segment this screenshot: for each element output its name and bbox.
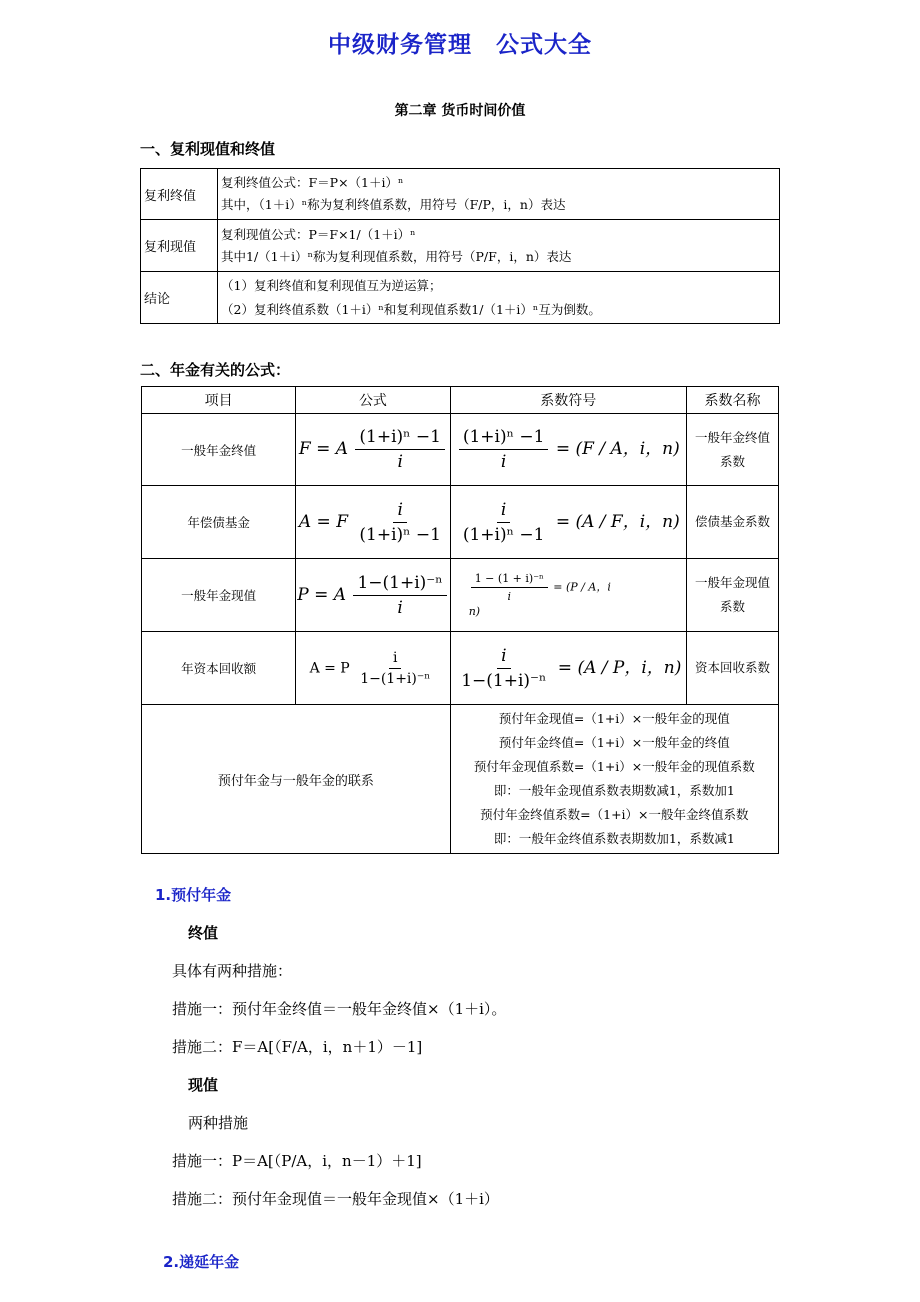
fraction-numerator: 1−(1+i)⁻ⁿ <box>353 573 446 596</box>
fraction-denominator: i <box>397 597 403 618</box>
row-content <box>218 220 780 272</box>
row-label: 复利终值 <box>141 169 218 220</box>
formula-fraction <box>353 573 446 618</box>
fraction-denominator: 1−(1+i)⁻ⁿ <box>461 670 547 691</box>
formula-cell <box>296 632 450 705</box>
fraction-numerator: 1 − (1 + i)⁻ⁿ <box>471 572 548 588</box>
fraction-numerator: i <box>497 500 510 523</box>
relation-line: 预付年金现值=（1+i）×一般年金的现值 <box>498 711 730 726</box>
item-cell: 一般年金现值 <box>142 559 296 632</box>
section1-heading: 一、复利现值和终值 <box>140 140 276 158</box>
table-row <box>141 169 780 220</box>
row-line: 其中1/（1＋i）ⁿ称为复利现值系数，用符号（P/F，i，n）表达 <box>221 248 572 264</box>
relation-line: 即：一般年金现值系数表期数减1，系数加1 <box>493 783 735 798</box>
row-line: 复利终值公式：F＝P×（1＋i）ⁿ <box>221 175 404 190</box>
chapter-title: 第二章 货币时间价值 <box>394 103 526 119</box>
relation-line: 即：一般年金终值系数表期数加1，系数减1 <box>493 831 735 846</box>
row-content <box>218 272 780 324</box>
formula-lhs: A = P <box>309 660 350 676</box>
table-header-row <box>142 387 779 414</box>
formula-cell <box>296 414 450 486</box>
table-row <box>141 220 780 272</box>
formula-fraction <box>356 650 434 687</box>
col-header: 系数名称 <box>686 387 778 414</box>
symbol-notation: = (F / A，i，n) <box>555 439 680 459</box>
table-row <box>142 559 779 632</box>
row-label: 复利现值 <box>141 220 218 272</box>
row-line: （1）复利终值和复利现值互为逆运算； <box>221 277 442 293</box>
fraction-denominator: 1−(1+i)⁻ⁿ <box>360 670 431 687</box>
fv-method-2: 措施二：F＝A[（F/A，i，n＋1）－1] <box>172 1038 423 1056</box>
fv-intro: 具体有两种措施： <box>172 962 293 980</box>
relation-label: 预付年金与一般年金的联系 <box>142 705 451 854</box>
symbol-fraction <box>471 572 548 603</box>
item-cell: 年资本回收额 <box>142 632 296 705</box>
symbol-fraction <box>459 500 549 545</box>
relation-line: 预付年金终值=（1+i）×一般年金的终值 <box>498 735 730 750</box>
symbol-cell <box>450 414 686 486</box>
coefficient-name: 一般年金现值系数 <box>686 559 778 632</box>
formula-cell <box>296 486 450 559</box>
formula-lhs: A = F <box>298 511 348 532</box>
row-line: （2）复利终值系数（1＋i）ⁿ和复利现值系数1/（1＋i）ⁿ互为倒数。 <box>221 301 601 317</box>
pv-intro: 两种措施 <box>188 1114 249 1132</box>
fraction-numerator: i <box>393 500 406 523</box>
present-value-title: 现值 <box>188 1076 219 1094</box>
table-row <box>142 705 779 854</box>
fraction-numerator: (1+i)ⁿ −1 <box>459 427 549 450</box>
table-row <box>141 272 780 324</box>
col-header: 公式 <box>296 387 450 414</box>
fraction-denominator: i <box>507 590 511 603</box>
item-cell: 一般年金终值 <box>142 414 296 486</box>
symbol-cell <box>450 486 686 559</box>
compound-value-table <box>140 168 780 324</box>
annuity-formula-table <box>141 386 779 854</box>
fraction-numerator: i <box>389 650 401 669</box>
section2-heading: 二、年金有关的公式： <box>140 361 291 379</box>
deferred-annuity-heading: 2.递延年金 <box>163 1253 240 1271</box>
col-header: 系数符号 <box>450 387 686 414</box>
formula-cell <box>296 559 450 632</box>
item-cell: 年偿债基金 <box>142 486 296 559</box>
future-value-title: 终值 <box>188 924 219 942</box>
fraction-numerator: (1+i)ⁿ −1 <box>355 427 445 450</box>
formula-fraction <box>355 500 445 545</box>
pv-method-2: 措施二：预付年金现值＝一般年金现值×（1＋i） <box>172 1190 499 1208</box>
fraction-denominator: i <box>500 452 507 472</box>
fraction-denominator: i <box>397 452 403 472</box>
symbol-cell <box>450 559 686 632</box>
col-header: 项目 <box>142 387 296 414</box>
coefficient-name: 偿债基金系数 <box>686 486 778 559</box>
coefficient-name: 资本回收系数 <box>686 632 778 705</box>
symbol-cell <box>450 632 686 705</box>
row-line: 复利现值公式：P＝F×1/（1＋i）ⁿ <box>221 226 416 242</box>
fraction-denominator: (1+i)ⁿ −1 <box>462 524 545 545</box>
symbol-notation: = (A / P，i，n) <box>557 657 682 678</box>
symbol-notation: = (A / F，i，n) <box>555 511 680 532</box>
symbol-notation: = (P / A，i <box>553 580 611 594</box>
table-row <box>142 486 779 559</box>
table-row <box>142 632 779 705</box>
relation-list <box>450 705 778 854</box>
document-title: 中级财务管理 公式大全 <box>328 32 592 58</box>
symbol-fraction <box>457 646 550 691</box>
fv-method-1: 措施一：预付年金终值＝一般年金终值×（1＋i）。 <box>172 1000 507 1018</box>
fraction-denominator: (1+i)ⁿ −1 <box>359 524 441 545</box>
relation-line: 预付年金终值系数=（1+i）×一般年金终值系数 <box>480 807 749 822</box>
fraction-numerator: i <box>497 646 510 669</box>
pv-method-1: 措施一：P＝A[（P/A，i，n－1）＋1] <box>172 1152 422 1170</box>
coefficient-name: 一般年金终值系数 <box>686 414 778 486</box>
row-content <box>218 169 780 220</box>
row-line: 其中，（1＋i）ⁿ称为复利终值系数，用符号（F/P，i，n）表达 <box>221 197 566 212</box>
table-row <box>142 414 779 486</box>
prepaid-annuity-heading: 1.预付年金 <box>155 886 232 904</box>
formula-fraction <box>355 427 445 472</box>
formula-lhs: P = A <box>297 584 347 605</box>
row-label: 结论 <box>141 272 218 324</box>
symbol-fraction <box>459 427 549 472</box>
formula-lhs: F = A <box>298 439 348 459</box>
relation-line: 预付年金现值系数=（1+i）×一般年金的现值系数 <box>473 759 755 774</box>
symbol-notation-tail: n) <box>468 605 481 618</box>
